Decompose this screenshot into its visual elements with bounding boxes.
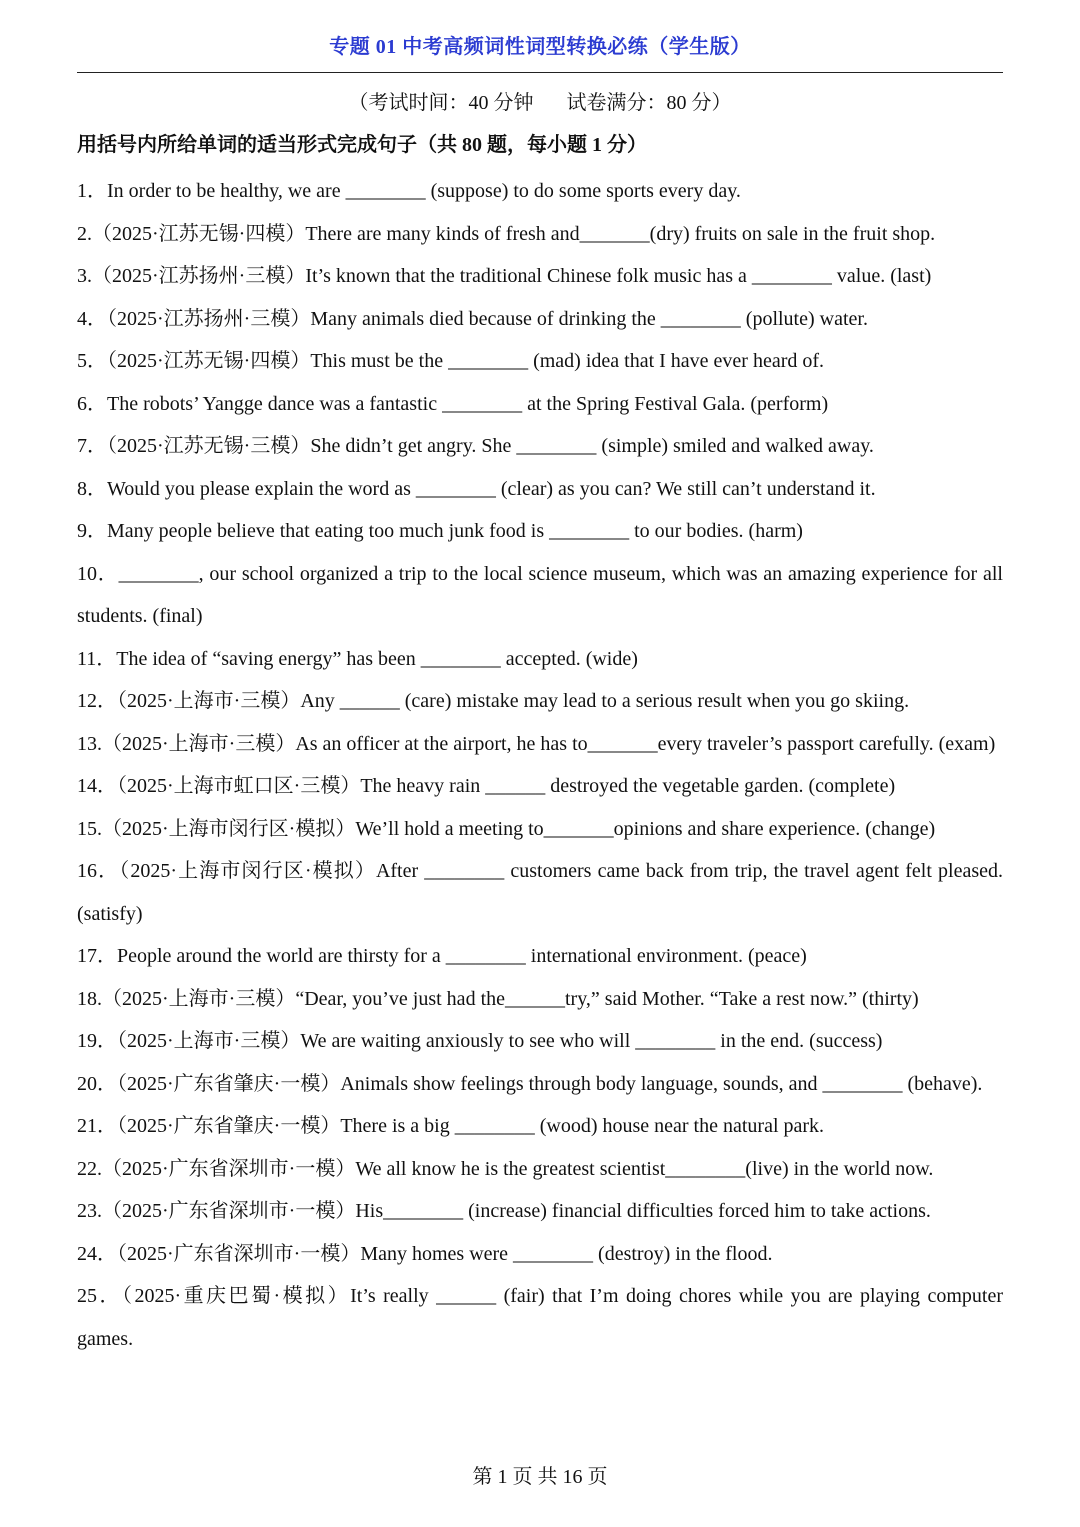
question-item: 1．In order to be healthy, we are ________ (suppose) to do some sports every day. bbox=[77, 180, 741, 202]
question-item: 15.（2025·上海市闵行区·模拟）We’ll hold a meeting to_______opinions and share experience. (change) bbox=[77, 817, 936, 840]
page-title: 专题 01 中考高频词性词型转换必练（学生版） bbox=[329, 36, 751, 58]
question-item: 16．（2025·上海市闵行区·模拟）After ________ customers came back from trip, the travel agent felt pleased. (satisfy) bbox=[77, 860, 1003, 925]
question-item: 13.（2025·上海市·三模）As an officer at the airport, he has to_______every traveler’s passport carefully. (exam) bbox=[77, 732, 996, 755]
section-instruction: 用括号内所给单词的适当形式完成句子（共 80 题，每小题 1 分） bbox=[77, 134, 647, 156]
question-item: 5．（2025·江苏无锡·四模）This must be the ________ (mad) idea that I have ever heard of. bbox=[77, 350, 825, 372]
question-item: 6．The robots’ Yangge dance was a fantastic ________ at the Spring Festival Gala. (perform) bbox=[77, 392, 829, 415]
question-list bbox=[77, 170, 1003, 1360]
question-item: 14．（2025·上海市虹口区·三模）The heavy rain ______ destroyed the vegetable garden. (complete) bbox=[77, 775, 896, 797]
question-item: 10．________, our school organized a trip to the local science museum, which was an amazing experience for all students. (final) bbox=[77, 562, 1003, 627]
question-item: 23.（2025·广东省深圳市·一模）His________ (increase) financial difficulties forced him to take actions. bbox=[77, 1200, 931, 1222]
question-item: 19．（2025·上海市·三模）We are waiting anxiously to see who will ________ in the end. (success) bbox=[77, 1030, 883, 1052]
question-item: 3.（2025·江苏扬州·三模）It’s known that the traditional Chinese folk music has a ________ value. (last) bbox=[77, 265, 932, 287]
question-item: 4．（2025·江苏扬州·三模）Many animals died because of drinking the ________ (pollute) water. bbox=[77, 307, 868, 330]
question-item: 9．Many people believe that eating too much junk food is ________ to our bodies. (harm) bbox=[77, 520, 803, 542]
question-item: 24．（2025·广东省深圳市·一模）Many homes were ________ (destroy) in the flood. bbox=[77, 1242, 773, 1265]
question-item: 21．（2025·广东省肇庆·一模）There is a big ________ (wood) house near the natural park. bbox=[77, 1115, 825, 1137]
question-item: 2.（2025·江苏无锡·四模）There are many kinds of fresh and_______(dry) fruits on sale in the fruit shop. bbox=[77, 222, 936, 245]
question-item: 18.（2025·上海市·三模）“Dear, you’ve just had the______try,” said Mother. “Take a rest now.” (thirty) bbox=[77, 987, 919, 1010]
question-item: 8．Would you please explain the word as ________ (clear) as you can? We still can’t understand it. bbox=[77, 477, 876, 500]
page-number: 第 1 页 共 16 页 bbox=[472, 1466, 608, 1488]
exam-time: （考试时间：40 分钟 bbox=[348, 92, 534, 114]
question-item: 11．The idea of “saving energy” has been ________ accepted. (wide) bbox=[77, 647, 638, 670]
question-item: 25．（2025·重庆巴蜀·模拟）It’s really ______ (fair) that I’m doing chores while you are playing computer games. bbox=[77, 1285, 1003, 1350]
question-item: 17．People around the world are thirsty for a ________ international environment. (peace) bbox=[77, 945, 807, 967]
question-item: 12．（2025·上海市·三模）Any ______ (care) mistake may lead to a serious result when you go skiing. bbox=[77, 690, 910, 712]
exam-meta bbox=[0, 86, 1080, 115]
question-item: 7．（2025·江苏无锡·三模）She didn’t get angry. She ________ (simple) smiled and walked away. bbox=[77, 435, 874, 457]
question-item: 22.（2025·广东省深圳市·一模）We all know he is the greatest scientist________(live) in the world now. bbox=[77, 1157, 934, 1180]
question-item: 20．（2025·广东省肇庆·一模）Animals show feelings through body language, sounds, and ________ (behave). bbox=[77, 1072, 983, 1095]
header-divider bbox=[77, 72, 1003, 73]
exam-score: 试卷满分：80 分） bbox=[566, 92, 732, 114]
